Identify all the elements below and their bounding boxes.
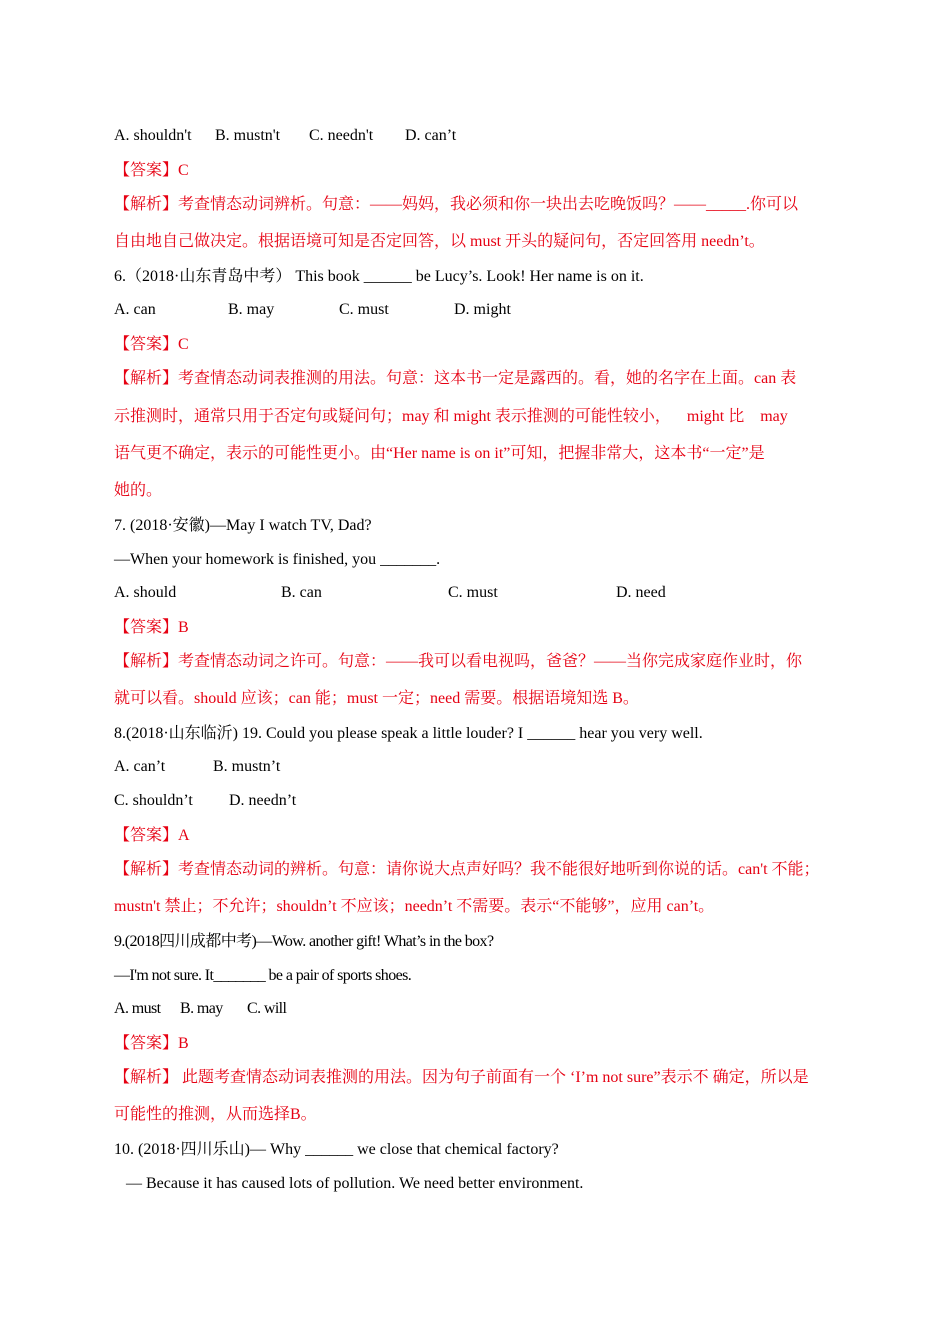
q8-option-d: D. needn’t	[229, 792, 297, 809]
q10-stem: 10. (2018·四川乐山)— Why ______ we close that chemical factory?	[114, 1141, 559, 1158]
q8-options-row2	[114, 792, 854, 812]
q9-stem-reply: —I'm not sure. It_______ be a pair of sports shoes.	[114, 967, 412, 984]
q6-option-c: C. must	[339, 301, 389, 318]
q5-option-b: B. mustn't	[215, 127, 281, 144]
q6-analysis-line3: 语气更不确定，表示的可能性更小。由“Her name is on it”可知，把握非常大，这本书“一定”是	[114, 445, 765, 462]
q7-stem: 7. (2018·安徽)—May I watch TV, Dad?	[114, 517, 372, 534]
q7-option-c: C. must	[448, 584, 498, 601]
q7-option-b: B. can	[281, 584, 322, 601]
q8-analysis-line1: 【解析】考查情态动词的辨析。句意：请你说大点声好吗？我不能很好地听到你说的话。can't 不能；	[114, 861, 820, 878]
q7-stem-reply: —When your homework is finished, you _______.	[114, 551, 441, 568]
q7-option-d: D. need	[616, 584, 666, 601]
q9-option-b: B. may	[180, 1000, 223, 1017]
q7-analysis-line1: 【解析】考查情态动词之许可。句意：——我可以看电视吗，爸爸？——当你完成家庭作业时，你	[114, 653, 803, 670]
q8-stem: 8.(2018·山东临沂) 19. Could you please speak a little louder? I ______ hear you very well.	[114, 725, 703, 742]
q6-answer: 【答案】C	[114, 336, 189, 353]
q8-answer: 【答案】A	[114, 827, 190, 844]
q9-analysis-line2: 可能性的推测，从而选择B。	[114, 1106, 317, 1123]
q5-option-a: A. shouldn't	[114, 127, 192, 144]
q8-options-row1	[114, 758, 854, 778]
q5-options	[114, 127, 854, 147]
q10-stem-reply: — Because it has caused lots of pollution. We need better environment.	[126, 1175, 584, 1192]
q9-stem: 9.(2018四川成都中考)—Wow. another gift! What’s in the box?	[114, 933, 494, 950]
q6-analysis-line4: 她的。	[114, 482, 163, 499]
q9-answer: 【答案】B	[114, 1035, 189, 1052]
q9-option-c: C. will	[247, 1000, 287, 1017]
q6-analysis-line1: 【解析】考查情态动词表推测的用法。句意：这本书一定是露西的。看，她的名字在上面。can 表	[114, 370, 797, 387]
q5-option-c: C. needn't	[309, 127, 374, 144]
q5-analysis-line1: 【解析】考查情态动词辨析。句意：——妈妈，我必须和你一块出去吃晚饭吗？——_____.你可以	[114, 196, 799, 213]
q5-option-d: D. can’t	[405, 127, 457, 144]
q6-option-a: A. can	[114, 301, 156, 318]
q7-option-a: A. should	[114, 584, 177, 601]
q7-answer: 【答案】B	[114, 619, 189, 636]
q6-option-d: D. might	[454, 301, 511, 318]
q7-options	[114, 584, 854, 604]
q8-option-b: B. mustn’t	[213, 758, 281, 775]
q6-analysis-line2: 示推测时，通常只用于否定句或疑问句；may 和 might 表示推测的可能性较小， might 比 may	[114, 408, 788, 425]
q8-option-a: A. can’t	[114, 758, 166, 775]
q6-option-b: B. may	[228, 301, 275, 318]
q6-options	[114, 301, 854, 321]
q9-option-a: A. must	[114, 1000, 161, 1017]
q7-analysis-line2: 就可以看。should 应该；can 能；must 一定；need 需要。根据语境知选 B。	[114, 690, 639, 707]
q5-answer: 【答案】C	[114, 162, 189, 179]
q8-option-c: C. shouldn’t	[114, 792, 193, 809]
q6-stem: 6.（2018·山东青岛中考） This book ______ be Lucy’s. Look! Her name is on it.	[114, 268, 644, 285]
q8-analysis-line2: mustn't 禁止；不允许；shouldn’t 不应该；needn’t 不需要。表示“不能够”，应用 can’t。	[114, 898, 715, 915]
q9-analysis-line1: 【解析】 此题考查情态动词表推测的用法。因为句子前面有一个 ‘I’m not sure”表示不 确定，所以是	[114, 1069, 809, 1086]
q5-analysis-line2: 自由地自己做决定。根据语境可知是否定回答，以 must 开头的疑问句，否定回答用 needn’t。	[114, 233, 765, 250]
q9-options	[114, 1000, 854, 1020]
